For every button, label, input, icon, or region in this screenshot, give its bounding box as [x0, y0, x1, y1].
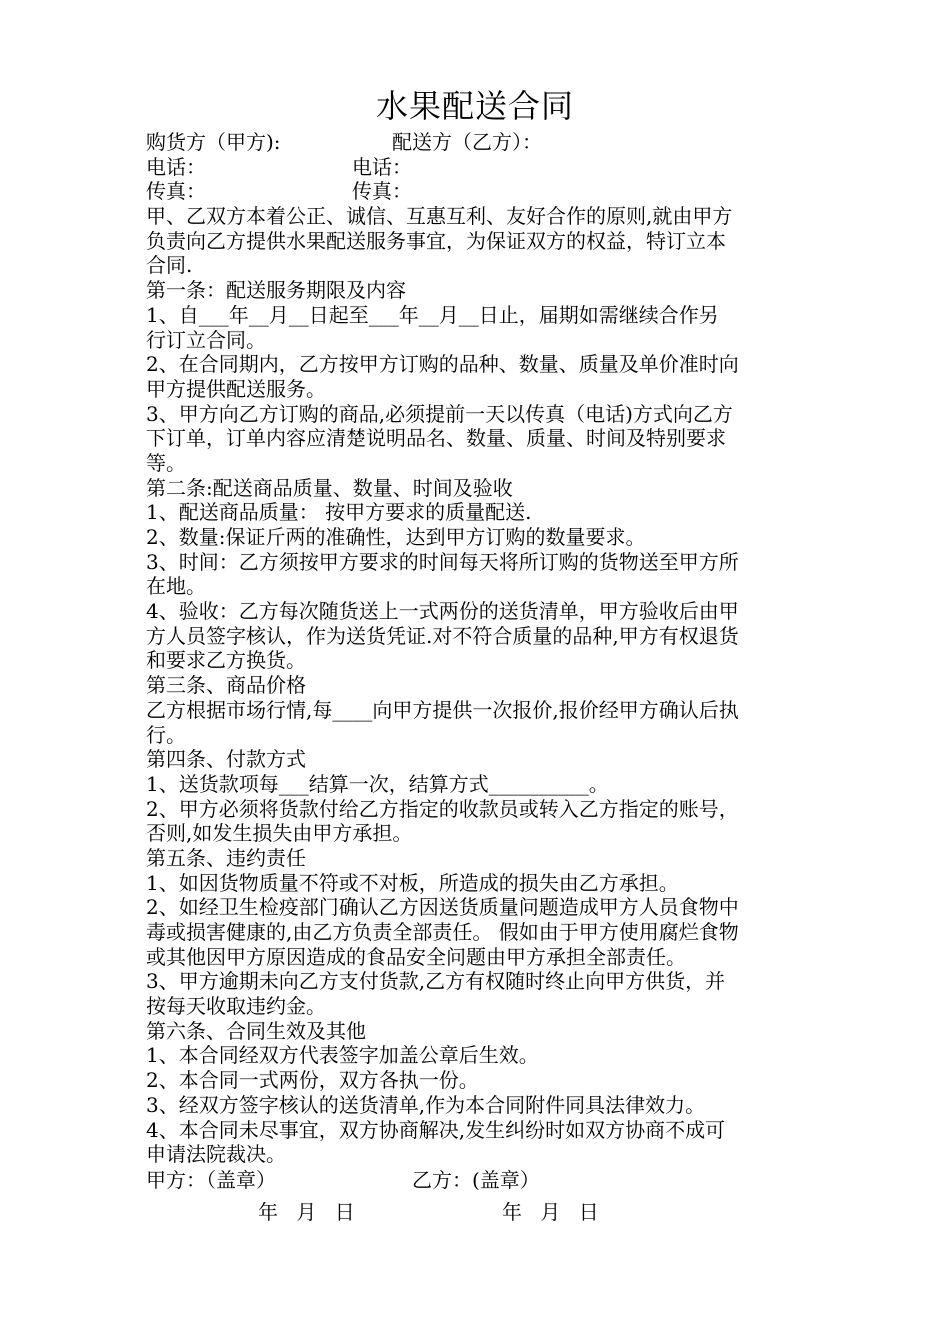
text-line: 2、如经卫生检疫部门确认乙方因送货质量问题造成甲方人员食物中	[146, 895, 739, 920]
party-row-names	[146, 130, 806, 155]
buyer-label: 购货方（甲方):	[146, 130, 281, 154]
text-line: 第三条、商品价格	[146, 673, 306, 698]
text-line: 3、经双方签字核认的送货清单,作为本合同附件同具法律效力。	[146, 1092, 706, 1117]
party-a-date: 年 月 日	[258, 1199, 361, 1224]
text-line: 第四条、付款方式	[146, 747, 306, 772]
document-title: 水果配送合同	[375, 87, 574, 125]
text-line: 或其他因甲方原因造成的食品安全问题由甲方承担全部责任。	[146, 944, 686, 969]
text-line: 2、本合同一式两份，双方各执一份。	[146, 1068, 479, 1093]
text-line: 2、在合同期内，乙方按甲方订购的品种、数量、质量及单价准时向	[146, 352, 739, 377]
text-line: 3、时间：乙方须按甲方要求的时间每天将所订购的货物送至甲方所	[146, 549, 739, 574]
text-line: 行。	[146, 722, 186, 747]
seller-phone-label: 电话：	[352, 154, 412, 179]
text-line: 下订单，订单内容应清楚说明品名、数量、质量、时间及特别要求	[146, 426, 726, 451]
text-line: 1、本合同经双方代表签字加盖公章后生效。	[146, 1043, 539, 1068]
contract-text	[146, 204, 806, 1167]
text-line: 在地。	[146, 574, 206, 599]
text-line: 2、数量:保证斤两的准确性，达到甲方订购的数量要求。	[146, 525, 646, 549]
text-line: 第五条、违约责任	[146, 845, 306, 870]
party-b-seal: 乙方：(盖章）	[412, 1167, 540, 1192]
party-a-seal: 甲方：（盖章）	[146, 1167, 276, 1192]
buyer-phone-label: 电话：	[146, 154, 206, 179]
text-line: 乙方根据市场行情,每____向甲方提供一次报价,报价经甲方确认后执	[146, 697, 739, 722]
text-line: 1、配送商品质量： 按甲方要求的质量配送.	[146, 500, 532, 525]
text-line: 甲方提供配送服务。	[146, 376, 326, 401]
text-line: 毒或损害健康的,由乙方负责全部责任。 假如由于甲方使用腐烂食物	[146, 920, 739, 944]
document-body	[146, 130, 806, 1227]
text-line: 1、送货款项每___结算一次，结算方式__________。	[146, 771, 609, 796]
text-line: 1、自___年__月__日起至___年__月__日止，届期如需继续合作另	[146, 302, 719, 327]
text-line: 第六条、合同生效及其他	[146, 1018, 366, 1043]
text-line: 3、甲方向乙方订购的商品,必须提前一天以传真（电话)方式向乙方	[146, 401, 733, 426]
text-line: 1、如因货物质量不符或不对板，所造成的损失由乙方承担。	[146, 870, 679, 895]
text-line: 4、本合同未尽事宜，双方协商解决,发生纠纷时如双方协商不成可	[146, 1117, 726, 1142]
seller-label: 配送方（乙方）：	[392, 130, 542, 154]
text-line: 3、甲方逾期未向乙方支付货款,乙方有权随时终止向甲方供货，并	[146, 969, 726, 994]
text-line: 第一条：配送服务期限及内容	[146, 278, 406, 303]
text-line: 否则,如发生损失由甲方承担。	[146, 821, 413, 846]
text-line: 行订立合同。	[146, 327, 266, 352]
text-line: 和要求乙方换货。	[146, 648, 306, 673]
party-b-date: 年 月 日	[502, 1199, 605, 1224]
text-line: 负责向乙方提供水果配送服务事宜，为保证双方的权益，特订立本	[146, 228, 726, 253]
buyer-fax-label: 传真：	[146, 179, 206, 204]
text-line: 4、验收：乙方每次随货送上一式两份的送货清单，甲方验收后由甲	[146, 599, 739, 624]
text-line: 2、甲方必须将货款付给乙方指定的收款员或转入乙方指定的账号，	[146, 796, 739, 821]
text-line: 按每天收取违约金。	[146, 994, 326, 1019]
seller-fax-label: 传真：	[352, 179, 412, 204]
party-row-phone	[146, 155, 806, 180]
date-row	[146, 1197, 806, 1227]
party-row-fax	[146, 179, 806, 204]
signature-row	[146, 1167, 806, 1193]
text-line: 申请法院裁决。	[146, 1142, 286, 1167]
text-line: 合同.	[146, 253, 193, 278]
text-line: 等。	[146, 450, 186, 475]
text-line: 甲、乙双方本着公正、诚信、互惠互利、友好合作的原则,就由甲方	[146, 204, 733, 229]
text-line: 方人员签字核认，作为送货凭证.对不符合质量的品种,甲方有权退货	[146, 623, 739, 648]
text-line: 第二条:配送商品质量、数量、时间及验收	[146, 475, 513, 500]
